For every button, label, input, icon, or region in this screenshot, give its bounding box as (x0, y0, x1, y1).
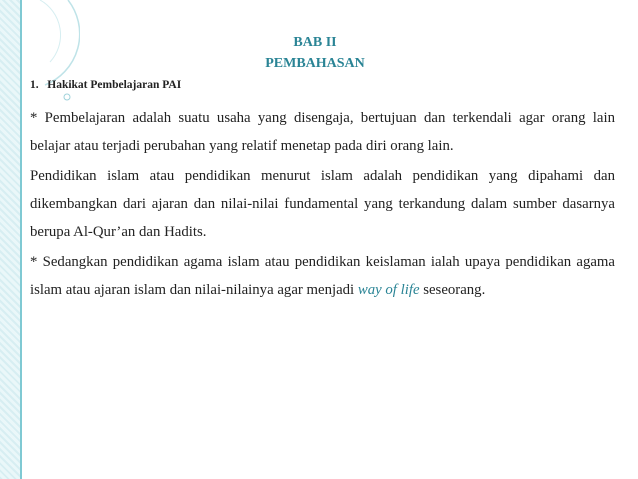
paragraph-2: Pendidikan islam atau pendidikan menurut islam adalah pendidikan yang dipahami dan dikembangkan dari ajaran dan nilai-nilai fundamental yang terkandung dalam sumber dasarnya berupa Al-Qur’an dan Hadits. (30, 168, 615, 240)
paragraph-1: * Pembelajaran adalah suatu usaha yang disengaja, bertujuan dan terkendali agar orang lain belajar atau terjadi perubahan yang relatif menetap pada diri orang lain. (30, 110, 615, 154)
paragraph-3 (30, 248, 615, 304)
paragraph-3-text: * Sedangkan pendidikan agama islam atau pendidikan keislaman ialah upaya pendidikan agama islam atau ajaran islam dan nilai-nilainya agar menjadi (30, 254, 615, 298)
decorative-circles-icon (0, 0, 80, 110)
section-heading (30, 79, 181, 91)
slide-body (30, 104, 615, 306)
slide-title: BAB II (293, 35, 337, 50)
slide-subtitle: PEMBAHASAN (265, 56, 365, 71)
way-of-life-emphasis: way of life (357, 282, 420, 298)
section-number: 1. (30, 79, 39, 91)
section-title: Hakikat Pembelajaran PAI (47, 79, 182, 91)
paragraph-3-ending: seseorang. (419, 282, 486, 298)
